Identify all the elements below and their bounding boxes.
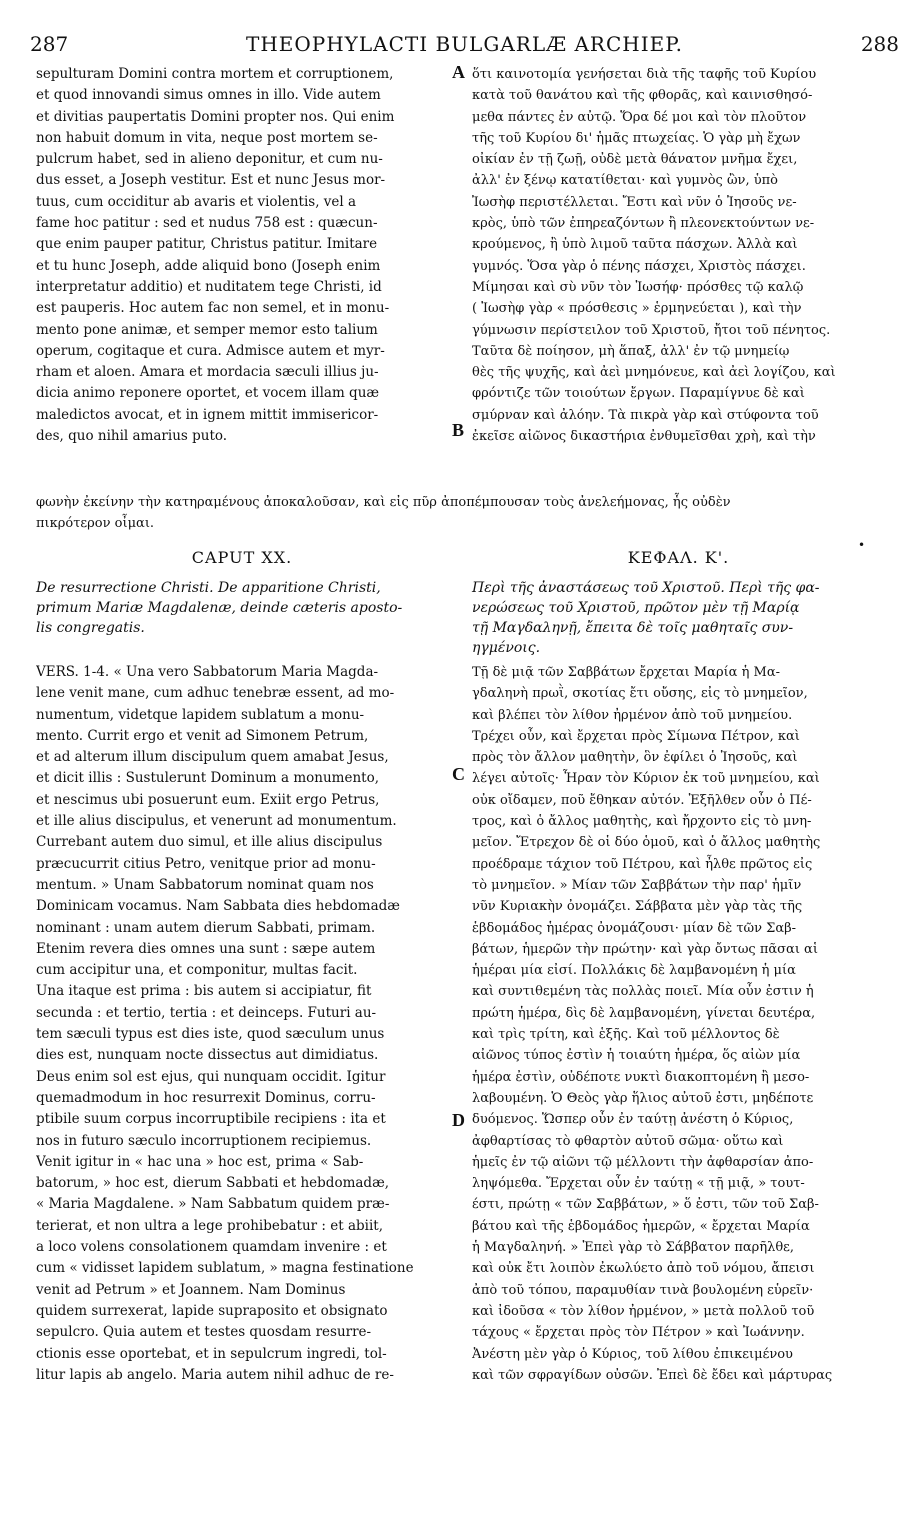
text-line: Ἰωσὴφ περιστέλλεται. Ἔστι καὶ νῦν ὁ Ἰησοῦς νε- xyxy=(472,194,797,210)
text-line: αἰῶνος τύπος ἐστὶν ἡ τοιαύτη ἡμέρα, ὅς αἰὼν μία xyxy=(472,1048,801,1064)
text-line: καὶ τρὶς τρίτη, καὶ ἑξῆς. Καὶ τοῦ μέλλοντος δὲ xyxy=(472,1027,780,1043)
chapter-heading-greek: ΚΕΦΑΛ. Κ'. xyxy=(627,548,730,567)
text-line: κατὰ τοῦ θανάτου καὶ τῆς φθορᾶς, καὶ καινισθησό- xyxy=(472,88,813,104)
text-line: quemadmodum in hoc resurrexit Dominus, corru- xyxy=(36,1089,376,1106)
text-line: litur lapis ab angelo. Maria autem nihil adhuc de re- xyxy=(36,1366,394,1383)
full-width-continuation xyxy=(36,492,885,535)
text-line: Una itaque est prima : bis autem si accipiatur, fit xyxy=(36,983,372,1000)
greek-column-bottom xyxy=(472,662,885,1386)
text-line: δυόμενος. Ὥσπερ οὖν ἐν ταύτῃ ἀνέστη ὁ Κύριος, xyxy=(472,1112,794,1128)
text-line: μεῖον. Ἔτρεχον δὲ οἱ δύο ὁμοῦ, καὶ ὁ ἄλλος μαθητὴς xyxy=(472,835,821,851)
text-line: VERS. 1-4. « Una vero Sabbatorum Maria Magda- xyxy=(36,664,379,680)
text-line: οὐκ οἴδαμεν, ποῦ ἔθηκαν αὐτόν. Ἐξῆλθεν οὖν ὁ Πέ- xyxy=(472,792,812,808)
text-line: καὶ οὐκ ἔτι λοιπὸν ἐκωλύετο ἀπὸ τοῦ νόμου, ἄπεισι xyxy=(472,1261,815,1277)
text-line: lene venit mane, cum adhuc tenebræ essent, ad mo- xyxy=(36,685,395,702)
text-line: κρούμενος, ἢ ὑπὸ λιμοῦ ταῦτα πάσχων. Ἀλλὰ καὶ xyxy=(472,237,798,253)
summary-line: τῇ Μαγδαληνῇ, ἔπειτα δὲ τοῖς μαθηταῖς συν- xyxy=(472,620,794,636)
text-line: ἡμεῖς ἐν τῷ αἰῶνι τῷ μέλλοντι τὴν ἀφθαρσίαν ἀπο- xyxy=(472,1154,814,1170)
text-line: ἡ Μαγδαληνή. » Ἐπεὶ γὰρ τὸ Σάββατον παρῆλθε, xyxy=(472,1240,795,1256)
text-line: ἀπὸ τοῦ τόπου, παραμυθίαν τινὰ βουλομένη εὑρεῖν· xyxy=(472,1282,814,1298)
text-line: γυμνός. Ὅσα γὰρ ὁ πένης πάσχει, Χριστὸς πάσχει. xyxy=(472,258,806,274)
text-line: cum accipitur una, et componitur, multas facit. xyxy=(36,962,358,979)
text-line: Τῇ δὲ μιᾷ τῶν Σαββάτων ἔρχεται Μαρία ἡ Μα- xyxy=(472,665,780,680)
text-line: ἡμέρα ἐστὶν, οὐδέποτε νυκτὶ διακοπτομένη ἢ μεσο- xyxy=(472,1069,810,1085)
text-line: ἀλλ' ἐν ξένῳ κατατίθεται· καὶ γυμνὸς ὢν, ὑπὸ xyxy=(472,173,779,189)
text-line: mentum. » Unam Sabbatorum nominat quam nos xyxy=(36,876,374,893)
text-line: πρώτη ἡμέρα, δὶς δὲ λαμβανομένη, γίνεται δευτέρα, xyxy=(472,1005,816,1021)
text-line: des, quo nihil amarius puto. xyxy=(36,428,228,445)
text-line: et dicit illis : Sustulerunt Dominum a monumento, xyxy=(36,770,379,787)
text-line: φωνὴν ἐκείνην τὴν κατηραμένους ἀποκαλοῦσαν, καὶ εἰς πῦρ ἀποπέμπουσαν τοὺς ἀνελεήμονας, ἧς οὐδὲν xyxy=(36,495,731,510)
latin-column-top xyxy=(36,64,448,447)
text-line: γύμνωσιν περίστειλον τοῦ Χριστοῦ, ἤτοι τοῦ πένητος. xyxy=(472,322,831,338)
text-line: sepulcro. Quia autem et testes quosdam resurre- xyxy=(36,1324,372,1341)
text-line: non habuit domum in vita, neque post mortem se- xyxy=(36,129,378,146)
text-line: σμύρναν καὶ ἀλόην. Τὰ πικρὰ γὰρ καὶ στύφοντα τοῦ xyxy=(472,407,819,423)
text-line: οἰκίαν ἐν τῇ ζωῇ, οὐδὲ μετὰ θάνατον μνῆμα ἔχει, xyxy=(472,152,798,168)
summary-line: De resurrectione Christi. De apparitione Christi, xyxy=(36,580,381,596)
text-line: nos in futuro sæculo incorruptionem recipiemus. xyxy=(36,1132,372,1149)
text-line: et quod innovandi simus omnes in illo. Vide autem xyxy=(36,87,381,104)
chapter-summary-latin xyxy=(36,578,448,638)
text-line: cum « vidisset lapidem sublatum, » magna festinatione xyxy=(36,1260,414,1277)
text-line: rham et aloen. Amara et mordacia sæculi illius ju- xyxy=(36,364,379,381)
text-line: τὸ μνημεῖον. » Μίαν τῶν Σαββάτων τὴν παρ' ἡμῖν xyxy=(472,877,802,893)
text-line: κρὸς, ὑπὸ τῶν ἐπηρεαζόντων ἢ πλεονεκτούντων νε- xyxy=(472,216,815,232)
text-line: ἡμέραι μία εἰσί. Πολλάκις δὲ λαμβανομένη ἡ μία xyxy=(472,963,796,979)
text-line: tuus, cum occiditur ab avaris et violentis, vel a xyxy=(36,193,357,210)
text-line: que enim pauper patitur, Christus patitur. Imitare xyxy=(36,236,378,253)
text-line: a loco volens consolationem quamdam invenire : et xyxy=(36,1239,387,1256)
text-line: ληψόμεθα. Ἔρχεται οὖν ἐν ταύτῃ « τῇ μιᾷ, » τουτ- xyxy=(472,1176,805,1192)
text-line: interpretatur additio) et nuditatem tege Christi, id xyxy=(36,278,382,295)
latin-column-bottom xyxy=(36,662,448,1386)
text-line: ἀφθαρτίσας τὸ φθαρτὸν αὐτοῦ σῶμα· οὕτω καὶ xyxy=(472,1133,784,1149)
text-line: προέδραμε τάχιον τοῦ Πέτρου, καὶ ἦλθε πρῶτος εἰς xyxy=(472,856,813,872)
text-line: præcucurrit citius Petro, venitque prior ad monu- xyxy=(36,855,376,872)
text-line: ὅτι καινοτομία γενήσεται διὰ τῆς ταφῆς τοῦ Κυρίου xyxy=(472,67,817,82)
page-title: THEOPHYLACTI BULGARLÆ ARCHIEP. xyxy=(246,32,683,56)
text-line: et ad alterum illum discipulum quem amabat Jesus, xyxy=(36,749,389,766)
text-line: τῆς τοῦ Κυρίου δι' ἡμᾶς πτωχείας. Ὁ γὰρ μὴ ἔχων xyxy=(472,130,801,146)
text-line: λαβουμένη. Ὁ Θεὸς γὰρ ἥλιος αὐτοῦ ἐστι, μηδέποτε xyxy=(472,1090,814,1106)
margin-marker-b: B xyxy=(452,420,465,440)
text-line: sepulturam Domini contra mortem et corruptionem, xyxy=(36,66,394,82)
summary-line: νερώσεως τοῦ Χριστοῦ, πρῶτον μὲν τῇ Μαρίᾳ xyxy=(472,600,800,616)
chapter-summary-greek xyxy=(472,578,885,658)
text-line: fame hoc patitur : sed et nudus 758 est : quæcun- xyxy=(36,215,378,232)
text-line: terierat, et non ultra a lege prohibebatur : et abiit, xyxy=(36,1217,384,1234)
text-line: « Maria Magdalene. » Nam Sabbatum quidem præ- xyxy=(36,1196,390,1213)
text-line: numentum, videtque lapidem sublatum a monu- xyxy=(36,706,365,723)
greek-column-top xyxy=(472,64,885,447)
text-line: ctionis esse oportebat, et in sepulcrum ingredi, tol- xyxy=(36,1345,387,1362)
text-line: operum, cogitaque et cura. Admisce autem et myr- xyxy=(36,342,385,359)
text-line: πρὸς τὸν ἄλλον μαθητὴν, ὃν ἐφίλει ὁ Ἰησοῦς, καὶ xyxy=(472,750,798,766)
summary-line: lis congregatis. xyxy=(36,620,145,636)
text-line: τάχους « ἔρχεται πρὸς τὸν Πέτρον » καὶ Ἰωάννην. xyxy=(472,1325,805,1341)
text-line: μεθα πάντες ἐν αὐτῷ. Ὅρα δέ μοι καὶ τὸν πλοῦτον xyxy=(472,109,807,125)
margin-marker-c: C xyxy=(452,764,465,784)
text-line: έστι, πρώτῃ « τῶν Σαββάτων, » ὅ ἐστι, τῶν τοῦ Σαβ- xyxy=(472,1197,819,1213)
text-line: dicia animo reponere oportet, et vocem illam quæ xyxy=(36,385,380,402)
text-line: καὶ βλέπει τὸν λίθον ἠρμένον ἀπὸ τοῦ μνημείου. xyxy=(472,707,793,723)
text-line: Etenim revera dies omnes una sunt : sæpe autem xyxy=(36,940,376,957)
text-line: φρόντιζε τῶν τοιούτων ἔργων. Παραμίγνυε δὲ καὶ xyxy=(472,386,805,402)
running-header xyxy=(30,32,899,58)
text-line: Μίμησαι καὶ σὺ νῦν τὸν Ἰωσήφ· πρόσθες τῷ καλῷ xyxy=(472,279,804,295)
text-line: τρος, καὶ ὁ ἄλλος μαθητὴς, καὶ ἤρχοντο εἰς τὸ μνη- xyxy=(472,814,812,830)
right-page-number: 288 xyxy=(860,32,899,56)
text-line: λέγει αὐτοῖς· Ἦραν τὸν Κύριον ἐκ τοῦ μνημείου, καὶ xyxy=(472,771,820,787)
text-line: καὶ ἰδοῦσα « τὸν λίθον ἠρμένον, » μετὰ πολλοῦ τοῦ xyxy=(472,1303,815,1319)
margin-marker-d: D xyxy=(452,1110,465,1130)
left-page-number: 287 xyxy=(30,32,69,56)
summary-line: ηγμένοις. xyxy=(472,640,541,656)
text-line: Dominicam vocamus. Nam Sabbata dies hebdomadæ xyxy=(36,898,400,915)
text-line: dies est, nunquam nocte dissectus aut dimidiatus. xyxy=(36,1047,379,1064)
text-line: mento. Currit ergo et venit ad Simonem Petrum, xyxy=(36,727,369,744)
text-line: tem sæculi typus est dies iste, quod sæculum unus xyxy=(36,1026,385,1043)
chapter-heading-latin: CAPUT XX. xyxy=(191,548,293,567)
text-line: et nescimus ubi posuerunt eum. Exiit ergo Petrus, xyxy=(36,791,380,808)
text-line: nominant : unam autem dierum Sabbati, primam. xyxy=(36,919,376,936)
separator-dot: • xyxy=(858,538,866,552)
text-line: βάτων, ἡμερῶν τὴν πρώτην· καὶ γὰρ ὄντως πᾶσαι αἱ xyxy=(472,941,818,957)
text-line: et tu hunc Joseph, adde aliquid bono (Joseph enim xyxy=(36,257,381,274)
text-line: Τρέχει οὖν, καὶ ἔρχεται πρὸς Σίμωνα Πέτρον, καὶ xyxy=(472,728,800,744)
text-line: Currebant autem duo simul, et ille alius discipulus xyxy=(36,834,383,851)
text-line: quidem surrexerat, lapide supraposito et obsignato xyxy=(36,1302,388,1319)
text-line: batorum, » hoc est, dierum Sabbati et hebdomadæ, xyxy=(36,1175,390,1192)
text-line: dus esset, a Joseph vestitur. Est et nunc Jesus mor- xyxy=(36,172,386,189)
text-line: ( Ἰωσὴφ γὰρ « πρόσθεσις » ἑρμηνεύεται ), καὶ τὴν xyxy=(472,301,802,317)
margin-marker-a: A xyxy=(452,62,465,82)
text-line: est pauperis. Hoc autem fac non semel, et in monu- xyxy=(36,300,390,317)
summary-line: primum Mariæ Magdalenæ, deinde cæteris aposto- xyxy=(36,600,403,616)
text-line: et divitias paupertatis Domini propter nos. Qui enim xyxy=(36,108,395,125)
text-line: γδαληνὴ πρωῒ, σκοτίας ἔτι οὔσης, εἰς τὸ μνημεῖον, xyxy=(472,686,808,702)
text-line: βάτου καὶ τῆς ἑβδομάδος ἡμερῶν, « ἔρχεται Μαρία xyxy=(472,1218,810,1234)
text-line: θὲς τῆς ψυχῆς, καὶ ἀεὶ μνημόνευε, καὶ ἀεὶ λογίζου, καὶ xyxy=(472,365,836,381)
text-line: Ἀνέστη μὲν γὰρ ὁ Κύριος, τοῦ λίθου ἐπικειμένου xyxy=(472,1346,793,1362)
text-line: νῦν Κυριακὴν ὀνομάζει. Σάββατα μὲν γὰρ τὰς τῆς xyxy=(472,899,803,915)
text-line: Venit igitur in « hac una » hoc est, prima « Sab- xyxy=(36,1153,364,1170)
text-line: venit ad Petrum » et Joannem. Nam Dominus xyxy=(36,1281,346,1298)
text-line: πικρότερον οἶμαι. xyxy=(36,516,155,532)
summary-line: Περὶ τῆς ἀναστάσεως τοῦ Χριστοῦ. Περὶ τῆς φα- xyxy=(472,580,820,596)
text-line: mento pone animæ, et semper memor esto talium xyxy=(36,321,378,338)
text-line: ἐκεῖσε αἰῶνος δικαστήρια ἐνθυμεῖσθαι χρὴ, καὶ τὴν xyxy=(472,429,816,445)
text-line: Ταῦτα δὲ ποίησον, μὴ ἅπαξ, ἀλλ' ἐν τῷ μνημείῳ xyxy=(472,343,790,359)
text-line: ἑβδομάδος ἡμέρας ὀνομάζουσι· μίαν δὲ τῶν Σαβ- xyxy=(472,920,797,936)
text-line: secunda : et tertio, tertia : et deinceps. Futuri au- xyxy=(36,1004,377,1021)
text-line: ptibile suum corpus incorruptibile recipiens : ita et xyxy=(36,1111,386,1128)
text-line: Deus enim sol est ejus, qui nunquam occidit. Igitur xyxy=(36,1068,386,1085)
text-line: καὶ συντιθεμένη τὰς πολλὰς ποιεῖ. Μία οὖν ἐστιν ἡ xyxy=(472,984,814,1000)
text-line: maledictos avocat, et in ignem mittit immisericor- xyxy=(36,406,379,423)
text-line: pulcrum habet, sed in alieno deponitur, et cum nu- xyxy=(36,151,383,168)
text-line: et ille alius discipulus, et venerunt ad monumentum. xyxy=(36,813,397,830)
text-line: καὶ τῶν σφραγίδων οὐσῶν. Ἐπεὶ δὲ ἔδει καὶ μάρτυρας xyxy=(472,1367,833,1383)
